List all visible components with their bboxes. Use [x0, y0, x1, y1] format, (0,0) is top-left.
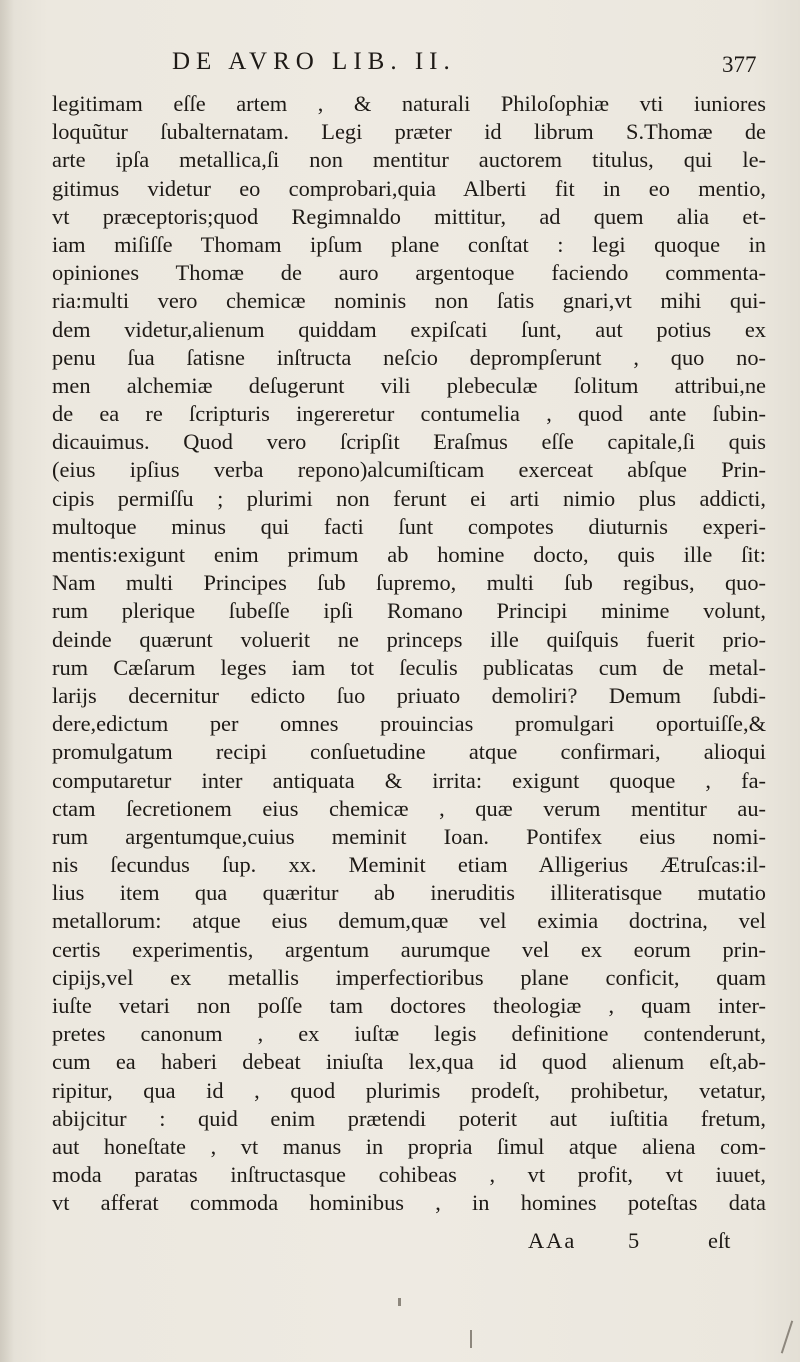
text-line: iam miſiſſe Thomam ipſum plane conſtat : legi quoque in: [52, 231, 766, 257]
text-line: lius item qua quæritur ab ineruditis illiteratisque mutatio: [52, 880, 766, 906]
text-line: dere,edictum per omnes prouincias promulgari oportuiſſe,&: [52, 711, 766, 737]
text-line: cum ea haberi debeat iniuſta lex,qua id quod alienum eſt,ab-: [52, 1049, 766, 1075]
catchword: eſt: [708, 1228, 731, 1253]
text-line: metallorum: atque eius demum,quæ vel eximia doctrina, vel: [52, 908, 766, 934]
text-line: vt afferat commoda hominibus , in homines poteſtas data: [52, 1190, 766, 1216]
text-line: moda paratas inſtructasque cohibeas , vt profit, vt iuuet,: [52, 1162, 766, 1188]
text-line: loquũtur ſubalternatam. Legi præter id librum S.Thomæ de: [52, 119, 766, 145]
text-line: deinde quærunt voluerit ne princeps ille quiſquis fuerit prio-: [52, 626, 766, 652]
text-line: vt præceptoris;quod Regimnaldo mittitur, ad quem alia et-: [52, 203, 766, 229]
page-footer: [0, 1228, 800, 1260]
text-line: legitimam eſſe artem , & naturali Philoſophiæ vti iuniores: [52, 91, 766, 116]
ink-speck: [470, 1330, 472, 1348]
text-line: (eius ipſius verba repono)alcumiſticam exerceat abſque Prin-: [52, 457, 766, 483]
text-line: rum Cæſarum leges iam tot ſeculis publicatas cum de metal-: [52, 654, 766, 680]
text-line: rum plerique ſubeſſe ipſi Romano Principi minime volunt,: [52, 598, 766, 624]
text-line: men alchemiæ deſugerunt vili plebeculæ ſolitum attribui,ne: [52, 372, 766, 398]
text-line: arte ipſa metallica,ſi non mentitur auctorem titulus, qui le-: [52, 147, 766, 173]
text-line: Nam multi Principes ſub ſupremo, multi ſub regibus, quo-: [52, 570, 766, 596]
text-line: aut honeſtate , vt manus in propria ſimul atque aliena com-: [52, 1133, 766, 1159]
page-number: 377: [722, 52, 757, 77]
body-text: [52, 90, 766, 1218]
text-line: de ea re ſcripturis ingereretur contumelia , quod ante ſubin-: [52, 401, 766, 427]
text-line: rum argentumque,cuius meminit Ioan. Pontifex eius nomi-: [52, 823, 766, 849]
text-line: cipis permiſſu ; plurimi non ferunt ei arti nimio plus addicti,: [52, 485, 766, 511]
signature-number: 5: [628, 1228, 640, 1253]
text-line: gitimus videtur eo comprobari,quia Alberti fit in eo mentio,: [52, 175, 766, 201]
text-line: promulgatum recipi conſuetudine atque confirmari, alioqui: [52, 739, 766, 765]
text-line: cipijs,vel ex metallis imperfectioribus plane conficit, quam: [52, 964, 766, 990]
running-head: DE AVRO LIB. II.: [172, 48, 456, 75]
page-header: [0, 48, 800, 88]
text-line: nis ſecundus ſup. xx. Meminit etiam Alligerius Ætruſcas:il-: [52, 852, 766, 878]
text-line: abijcitur : quid enim prætendi poterit aut iuſtitia fretum,: [52, 1105, 766, 1131]
text-line: opiniones Thomæ de auro argentoque faciendo commenta-: [52, 260, 766, 286]
text-line: ripitur, qua id , quod plurimis prodeſt, prohibetur, vetatur,: [52, 1077, 766, 1103]
text-line: computaretur inter antiquata & irrita: exigunt quoque , fa-: [52, 767, 766, 793]
ink-speck: [781, 1321, 793, 1354]
text-line: iuſte vetari non poſſe tam doctores theologiæ , quam inter-: [52, 993, 766, 1018]
text-line: mentis:exigunt enim primum ab homine docto, quis ille ſit:: [52, 542, 766, 567]
ink-speck: [398, 1298, 401, 1306]
text-line: penu ſua ſatisne inſtructa neſcio deprompſerunt , quo no-: [52, 344, 766, 370]
text-line: larijs decernitur edicto ſuo priuato demoliri? Demum ſubdi-: [52, 682, 766, 708]
text-line: multoque minus qui facti ſunt compotes diuturnis experi-: [52, 513, 766, 539]
text-line: ria:multi vero chemicæ nominis non ſatis gnari,vt mihi qui-: [52, 288, 766, 314]
text-line: ctam ſecretionem eius chemicæ , quæ verum mentitur au-: [52, 795, 766, 821]
signature-mark: AAa: [528, 1228, 577, 1253]
text-line: dem videtur,alienum quiddam expiſcati ſunt, aut potius ex: [52, 316, 766, 342]
text-line: pretes canonum , ex iuſtæ legis definitione contenderunt,: [52, 1021, 766, 1047]
text-line: certis experimentis, argentum aurumque vel ex eorum prin-: [52, 936, 766, 962]
text-line: dicauimus. Quod vero ſcripſit Eraſmus eſſe capitale,ſi quis: [52, 429, 766, 455]
spine-shadow: [0, 0, 14, 1362]
